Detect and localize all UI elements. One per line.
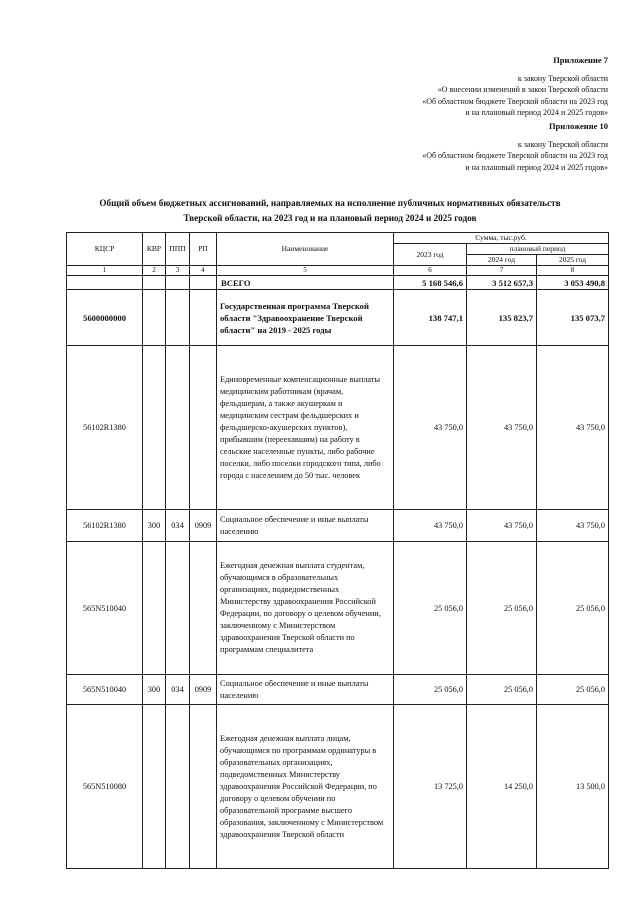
appendix-7-header xyxy=(422,55,608,119)
cell-2024: 14 250,0 xyxy=(467,705,537,869)
column-number: 8 xyxy=(537,266,609,276)
header-planned-period: плановый период xyxy=(467,244,609,255)
appendix-7-line: «О внесении изменений в закон Тверской области xyxy=(437,85,608,94)
total-2025: 3 053 490,8 xyxy=(537,276,609,290)
table-row xyxy=(67,290,609,346)
cell-name: Ежегодная денежная выплата студентам, обучающимся в образовательных организациях, подведомственных Министерству здравоохранения Российской Федерации, по договору о целевом обучении, заключенному с Министерством здравоохранения Тверской области по программам специалитета xyxy=(217,542,394,675)
cell-rp xyxy=(190,705,217,869)
appendix-10-line: «Об областном бюджете Тверской области на 2023 год xyxy=(422,151,608,160)
budget-table xyxy=(66,232,609,869)
appendix-10-line: к закону Тверской области xyxy=(517,139,608,149)
table-row xyxy=(67,346,609,510)
cell-ppp: 034 xyxy=(166,675,190,705)
cell-ppp: 034 xyxy=(166,510,190,542)
column-number: 7 xyxy=(467,266,537,276)
total-row xyxy=(67,276,609,290)
table-row xyxy=(67,675,609,705)
cell-kcsr: 565N510080 xyxy=(67,705,143,869)
cell-rp xyxy=(190,290,217,346)
cell-name: Единовременные компенсационные выплаты медицинским работникам (врачам, фельдшерам, а также акушеркам и медицинским сестрам фельдшерских и фельдшерско-акушерских пунктов), прибывшим (переехавшим) на работу в сельские населенные пункты, либо рабочие поселки, либо поселки городского типа, либо города с населением до 50 тыс. человек xyxy=(217,346,394,510)
header-name: Наименование xyxy=(217,233,394,266)
cell-2024: 43 750,0 xyxy=(467,346,537,510)
cell-2024: 135 823,7 xyxy=(467,290,537,346)
header-kcsr: КЦСР xyxy=(67,233,143,266)
appendix-7-line: к закону Тверской области xyxy=(517,73,608,83)
cell-2023: 43 750,0 xyxy=(394,346,467,510)
header-ppp: ППП xyxy=(166,233,190,266)
cell-kcsr: 56102R1380 xyxy=(67,510,143,542)
total-label: ВСЕГО xyxy=(217,276,394,290)
cell-2025: 13 500,0 xyxy=(537,705,609,869)
cell-2025: 25 056,0 xyxy=(537,675,609,705)
document-title-line-1: Общий объем бюджетных ассигнований, направляемых на исполнение публичных нормативных обязательств xyxy=(99,198,561,208)
header-rp: РП xyxy=(190,233,217,266)
cell-ppp xyxy=(166,290,190,346)
appendix-7-line: «Об областном бюджете Тверской области на 2023 год xyxy=(422,96,608,106)
column-number: 4 xyxy=(190,266,217,276)
header-2024: 2024 год xyxy=(467,255,537,266)
cell-kvr: 300 xyxy=(143,675,166,705)
column-number: 1 xyxy=(67,266,143,276)
appendix-10-title: Приложение 10 xyxy=(548,121,608,131)
total-2023: 5 168 546,6 xyxy=(394,276,467,290)
column-number: 3 xyxy=(166,266,190,276)
header-2025: 2025 год xyxy=(537,255,609,266)
header-kvr: КВР xyxy=(143,233,166,266)
table-row xyxy=(67,542,609,675)
cell-2025: 135 073,7 xyxy=(537,290,609,346)
cell-kcsr: 565N510040 xyxy=(67,542,143,675)
document-title xyxy=(60,196,600,226)
cell-ppp xyxy=(166,705,190,869)
header-sum: Сумма, тыс.руб. xyxy=(394,233,609,244)
cell-name: Социальное обеспечение и иные выплаты населению xyxy=(217,675,394,705)
cell-rp: 0909 xyxy=(190,510,217,542)
cell-2023: 25 056,0 xyxy=(394,675,467,705)
cell-name: Ежегодная денежная выплата лицам, обучающимся по программам ординатуры в образовательных организациях, подведомственных Министерству здравоохранения Российской Федерации, по договору о целевом обучении по образовательной программе высшего образования, заключенному с Министерством здравоохранения Тверской области xyxy=(217,705,394,869)
cell-2024: 25 056,0 xyxy=(467,542,537,675)
column-number: 5 xyxy=(217,266,394,276)
table-row xyxy=(67,510,609,542)
appendix-7-line: и на плановый период 2024 и 2025 годов» xyxy=(465,108,608,117)
cell-kcsr: 5600000000 xyxy=(67,290,143,346)
cell-ppp xyxy=(166,346,190,510)
total-2024: 3 512 657,3 xyxy=(467,276,537,290)
appendix-10-header xyxy=(422,121,608,173)
cell-kvr xyxy=(143,705,166,869)
cell-ppp xyxy=(166,542,190,675)
cell-2025: 43 750,0 xyxy=(537,346,609,510)
cell-2024: 43 750,0 xyxy=(467,510,537,542)
appendix-7-title: Приложение 7 xyxy=(553,55,608,65)
cell-rp xyxy=(190,346,217,510)
cell-kcsr: 565N510040 xyxy=(67,675,143,705)
cell-2025: 43 750,0 xyxy=(537,510,609,542)
header-2023: 2023 год xyxy=(394,244,467,266)
cell-2023: 43 750,0 xyxy=(394,510,467,542)
cell-2024: 25 056,0 xyxy=(467,675,537,705)
cell-name: Социальное обеспечение и иные выплаты населению xyxy=(217,510,394,542)
cell-name: Государственная программа Тверской области "Здравоохранение Тверской области" на 2019 - 2025 годы xyxy=(217,290,394,346)
cell-2023: 138 747,1 xyxy=(394,290,467,346)
cell-2023: 13 725,0 xyxy=(394,705,467,869)
cell-2025: 25 056,0 xyxy=(537,542,609,675)
cell-rp xyxy=(190,542,217,675)
cell-kvr xyxy=(143,542,166,675)
cell-kcsr: 56102R1380 xyxy=(67,346,143,510)
cell-kvr xyxy=(143,290,166,346)
column-number: 6 xyxy=(394,266,467,276)
document-title-line-2: Тверской области, на 2023 год и на плановый период 2024 и 2025 годов xyxy=(183,213,477,223)
column-numbers-row xyxy=(67,266,609,276)
cell-rp: 0909 xyxy=(190,675,217,705)
cell-2023: 25 056,0 xyxy=(394,542,467,675)
appendix-10-line: и на плановый период 2024 и 2025 годов» xyxy=(465,162,608,172)
cell-kvr: 300 xyxy=(143,510,166,542)
column-number: 2 xyxy=(143,266,166,276)
cell-kvr xyxy=(143,346,166,510)
table-row xyxy=(67,705,609,869)
